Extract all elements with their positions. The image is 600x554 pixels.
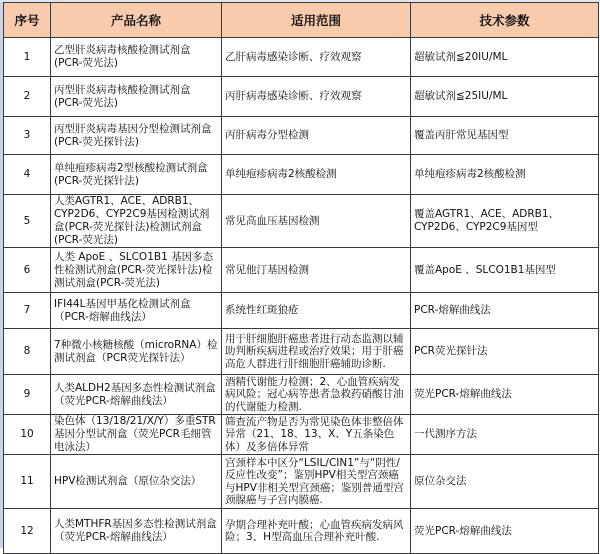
cell-param[interactable]: 荧光PCR-熔解曲线法: [411, 375, 599, 415]
cell-param[interactable]: 超敏试剂≦25IU/ML: [411, 77, 599, 117]
cell-name[interactable]: 乙型肝炎病毒核酸检测试剂盒(PCR-荧光法): [51, 38, 222, 77]
product-table: [3, 2, 599, 554]
cell-name[interactable]: 人类MTHFR基因多态性检测试剂盒（荧光PCR-熔解曲线法）: [51, 509, 222, 554]
table-row: [4, 248, 599, 293]
cell-no[interactable]: 2: [4, 77, 51, 117]
cell-no[interactable]: 10: [4, 415, 51, 455]
cell-scope[interactable]: 筛查流产物是否为常见染色体非整倍体异常（21、18、13、X、Y五条染色体）及多倍体异常: [222, 415, 411, 455]
cell-scope[interactable]: 单纯疱疹病毒2核酸检测: [222, 155, 411, 195]
cell-scope[interactable]: 宫颈样本中区分“LSIL/CIN1”与“阴性/反应性改变”；鉴别HPV相关型宫颈癌与HPV非相关型宫颈癌；鉴别普通型宫颈腺癌与子宫内膜癌.: [222, 455, 411, 509]
cell-no[interactable]: 6: [4, 248, 51, 293]
cell-name[interactable]: 丙型肝炎病毒核酸检测试剂盒(PCR-荧光法): [51, 77, 222, 117]
cell-no[interactable]: 3: [4, 117, 51, 155]
table-row: [4, 509, 599, 554]
table-row: [4, 77, 599, 117]
cell-no[interactable]: 9: [4, 375, 51, 415]
table-row: [4, 195, 599, 248]
table-row: [4, 293, 599, 329]
table-row: [4, 155, 599, 195]
cell-no[interactable]: 11: [4, 455, 51, 509]
cell-scope[interactable]: 常见他汀基因检测: [222, 248, 411, 293]
header-cell-name[interactable]: 产品名称: [51, 3, 222, 38]
table-row: [4, 38, 599, 77]
header-row: [4, 3, 599, 38]
cell-no[interactable]: 1: [4, 38, 51, 77]
cell-no[interactable]: 4: [4, 155, 51, 195]
cell-param[interactable]: 覆盖ApoE 、SLCO1B1基因型: [411, 248, 599, 293]
cell-scope[interactable]: 系统性红斑狼疮: [222, 293, 411, 329]
cell-scope[interactable]: 孕期合理补充叶酸；心血管疾病发病风险；3、H型高血压合理补充叶酸.: [222, 509, 411, 554]
header-cell-param[interactable]: 技术参数: [411, 3, 599, 38]
cell-name[interactable]: 单纯疱疹病毒2型核酸检测试剂盒(PCR-荧光探针法): [51, 155, 222, 195]
cell-name[interactable]: IFI44L基因甲基化检测试剂盒（PCR-熔解曲线法）: [51, 293, 222, 329]
cell-no[interactable]: 5: [4, 195, 51, 248]
cell-name[interactable]: 丙型肝炎病毒基因分型检测试剂盒(PCR-荧光探针法): [51, 117, 222, 155]
cell-scope[interactable]: 乙肝病毒感染诊断、疗效观察: [222, 38, 411, 77]
cell-param[interactable]: 原位杂交法: [411, 455, 599, 509]
cell-param[interactable]: 一代测序方法: [411, 415, 599, 455]
header-cell-scope[interactable]: 适用范围: [222, 3, 411, 38]
cell-scope[interactable]: 常见高血压基因检测: [222, 195, 411, 248]
table-row: [4, 329, 599, 375]
table-row: [4, 375, 599, 415]
cell-scope[interactable]: 丙肝病毒感染诊断、疗效观察: [222, 77, 411, 117]
cell-name[interactable]: 染色体（13/18/21/X/Y）多重STR基因分型试剂盒（荧光PCR毛细管电泳法）: [51, 415, 222, 455]
cell-name[interactable]: 人类AGTR1、ACE、ADRB1、CYP2D6、CYP2C9基因检测试剂盒(PCR-荧光探针法)检测试剂盒(PCR-荧光法): [51, 195, 222, 248]
cell-scope[interactable]: 丙肝病毒分型检测: [222, 117, 411, 155]
cell-param[interactable]: 覆盖AGTR1、ACE、ADRB1、CYP2D6、CYP2C9基因型: [411, 195, 599, 248]
cell-scope[interactable]: 酒精代谢能力检测；2、心血管疾病发病风险；冠心病等患者急救药硝酸甘油的代谢能力检测.: [222, 375, 411, 415]
cell-param[interactable]: 单纯疱疹病毒2核酸检测: [411, 155, 599, 195]
table-row: [4, 117, 599, 155]
table-row: [4, 455, 599, 509]
cell-param[interactable]: PCR荧光探针法: [411, 329, 599, 375]
table-row: [4, 415, 599, 455]
cell-param[interactable]: PCR-熔解曲线法: [411, 293, 599, 329]
cell-param[interactable]: 超敏试剂≦20IU/ML: [411, 38, 599, 77]
cell-scope[interactable]: 用于肝细胞肝癌患者进行动态监测以辅助判断疾病进程或治疗效果；用于肝癌高危人群进行肝细胞肝癌辅助诊断.: [222, 329, 411, 375]
cell-name[interactable]: HPV检测试剂盒（原位杂交法）: [51, 455, 222, 509]
cell-no[interactable]: 8: [4, 329, 51, 375]
cell-no[interactable]: 12: [4, 509, 51, 554]
cell-name[interactable]: 人类ALDH2基因多态性检测试剂盒（荧光PCR-熔解曲线法）: [51, 375, 222, 415]
cell-no[interactable]: 7: [4, 293, 51, 329]
cell-param[interactable]: 荧光PCR-熔解曲线法: [411, 509, 599, 554]
cell-name[interactable]: 7种微小核糖核酸（microRNA）检测试剂盒（PCR荧光探针法）: [51, 329, 222, 375]
header-cell-no[interactable]: 序号: [4, 3, 51, 38]
cell-param[interactable]: 覆盖丙肝常见基因型: [411, 117, 599, 155]
cell-name[interactable]: 人类 ApoE 、SLCO1B1 基因多态性检测试剂盒(PCR-荧光探针法)检测试剂盒(PCR-荧光法): [51, 248, 222, 293]
